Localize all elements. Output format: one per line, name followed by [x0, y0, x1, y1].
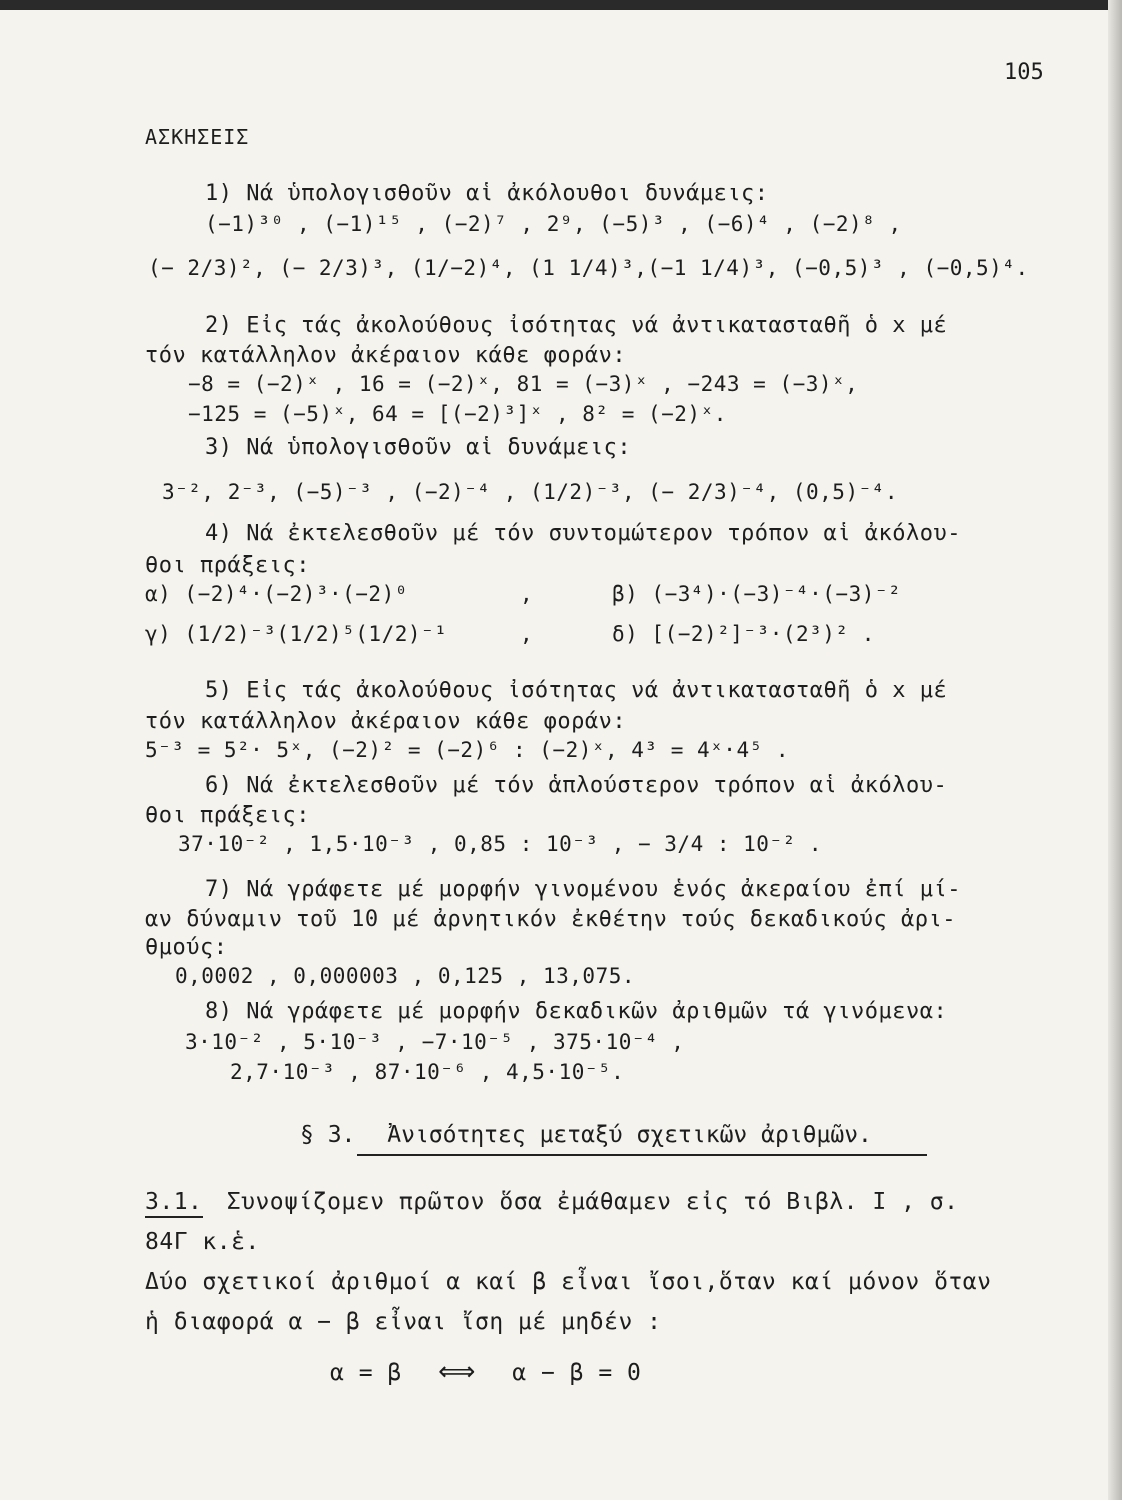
- ex1-intro: 1) Νά ὑπολογισθοῦν αἱ ἀκόλουθοι δυνάμεις:: [205, 181, 769, 206]
- ex7-cont2: θμούς:: [145, 935, 228, 960]
- section-underline: [357, 1154, 927, 1156]
- ex1-line2: (− 2/3)², (− 2/3)³, (1/−2)⁴, (1 1/4)³,(−1 1/4)³, (−0,5)³ , (−0,5)⁴.: [148, 256, 1029, 280]
- double-arrow-icon: ⟺: [438, 1357, 476, 1387]
- ex7-cont1: αν δύναμιν τοῦ 10 μέ ἀρνητικόν ἐκθέτην τούς δεκαδικούς ἀρι-: [145, 907, 956, 932]
- ex7-line1: 0,0002 , 0,000003 , 0,125 , 13,075.: [175, 964, 636, 988]
- ex2-line1: −8 = (−2)ˣ , 16 = (−2)ˣ, 81 = (−3)ˣ , −243 = (−3)ˣ,: [188, 372, 859, 396]
- ex3-intro: 3) Νά ὑπολογισθοῦν αἱ δυνάμεις:: [205, 435, 632, 460]
- subsection-number: 3.1.: [145, 1189, 203, 1215]
- ex8-line1: 3·10⁻² , 5·10⁻³ , −7·10⁻⁵ , 375·10⁻⁴ ,: [185, 1030, 685, 1054]
- ex4-cont: θοι πράξεις:: [145, 553, 310, 578]
- ex5-cont: τόν κατάλληλον ἀκέραιον κάθε φοράν:: [145, 709, 627, 734]
- top-edge: [0, 0, 1122, 10]
- ex4-intro: 4) Νά ἐκτελεσθοῦν μέ τόν συντομώτερον τρόπον αἱ ἀκόλου-: [205, 521, 961, 546]
- ex6-cont: θοι πράξεις:: [145, 803, 310, 828]
- subsection-text: Συνοψίζομεν πρῶτον ὅσα ἐμάθαμεν εἰς τό Βιβλ. Ι , σ.: [226, 1189, 959, 1215]
- ex6-line1: 37·10⁻² , 1,5·10⁻³ , 0,85 : 10⁻³ , − 3/4 : 10⁻² .: [178, 832, 823, 856]
- ex4-a: α) (−2)⁴·(−2)³·(−2)⁰: [145, 582, 408, 606]
- ex4-c: γ) (1/2)⁻³(1/2)⁵(1/2)⁻¹: [145, 622, 448, 646]
- ex3-line1: 3⁻², 2⁻³, (−5)⁻³ , (−2)⁻⁴ , (1/2)⁻³, (− 2/3)⁻⁴, (0,5)⁻⁴.: [162, 480, 899, 504]
- ex8-intro: 8) Νά γράφετε μέ μορφήν δεκαδικῶν ἀριθμῶν τά γινόμενα:: [205, 999, 948, 1024]
- section-heading: [300, 1122, 872, 1148]
- ex8-line2: 2,7·10⁻³ , 87·10⁻⁶ , 4,5·10⁻⁵.: [230, 1060, 625, 1084]
- ex1-line1: (−1)³⁰ , (−1)¹⁵ , (−2)⁷ , 2⁹, (−5)³ , (−6)⁴ , (−2)⁸ ,: [205, 212, 902, 236]
- ex4-d: δ) [(−2)²]⁻³·(2³)² .: [612, 622, 875, 646]
- ex2-intro: 2) Εἰς τάς ἀκολούθους ἰσότητας νά ἀντικατασταθῆ ὁ x μέ: [205, 313, 948, 338]
- ex4-b: β) (−3⁴)·(−3)⁻⁴·(−3)⁻²: [612, 582, 902, 606]
- section-title: Ἀνισότητες μεταξύ σχετικῶν ἀριθμῶν.: [387, 1122, 872, 1148]
- ex2-cont: τόν κατάλληλον ἀκέραιον κάθε φοράν:: [145, 343, 627, 368]
- ex4-comma-a: ,: [520, 582, 534, 606]
- subsection-line1: [145, 1186, 958, 1218]
- ex4-comma-c: ,: [520, 622, 534, 646]
- ex5-intro: 5) Εἰς τάς ἀκολούθους ἰσότητας νά ἀντικατασταθῆ ὁ x μέ: [205, 678, 948, 703]
- equivalence-left: α = β: [330, 1360, 402, 1386]
- ex7-intro: 7) Νά γράφετε μέ μορφήν γινομένου ἑνός ἀκεραίου ἐπί μί-: [205, 877, 961, 902]
- page-number: 105: [1004, 60, 1044, 85]
- body-line2: ἡ διαφορά α − β εἶναι ἴση μέ μηδέν :: [145, 1309, 662, 1335]
- right-edge: [1108, 0, 1122, 1500]
- exercises-heading: ΑΣΚΗΣΕΙΣ: [145, 125, 250, 149]
- ex5-line1: 5⁻³ = 5²· 5ˣ, (−2)² = (−2)⁶ : (−2)ˣ, 4³ = 4ˣ·4⁵ .: [145, 738, 790, 762]
- body-line1: Δύο σχετικοί ἀριθμοί α καί β εἶναι ἴσοι,ὅταν καί μόνον ὅταν: [145, 1269, 992, 1295]
- ex6-intro: 6) Νά ἐκτελεσθοῦν μέ τόν ἁπλούστερον τρόπον αἱ ἀκόλου-: [205, 773, 948, 798]
- equivalence: [330, 1356, 641, 1389]
- ex2-line2: −125 = (−5)ˣ, 64 = [(−2)³]ˣ , 8² = (−2)ˣ.: [188, 402, 727, 426]
- section-mark: § 3.: [300, 1122, 356, 1148]
- equivalence-right: α − β = 0: [512, 1360, 642, 1386]
- subsection-line2: 84Γ κ.ἑ.: [145, 1229, 260, 1255]
- subsection-underline: [145, 1216, 203, 1218]
